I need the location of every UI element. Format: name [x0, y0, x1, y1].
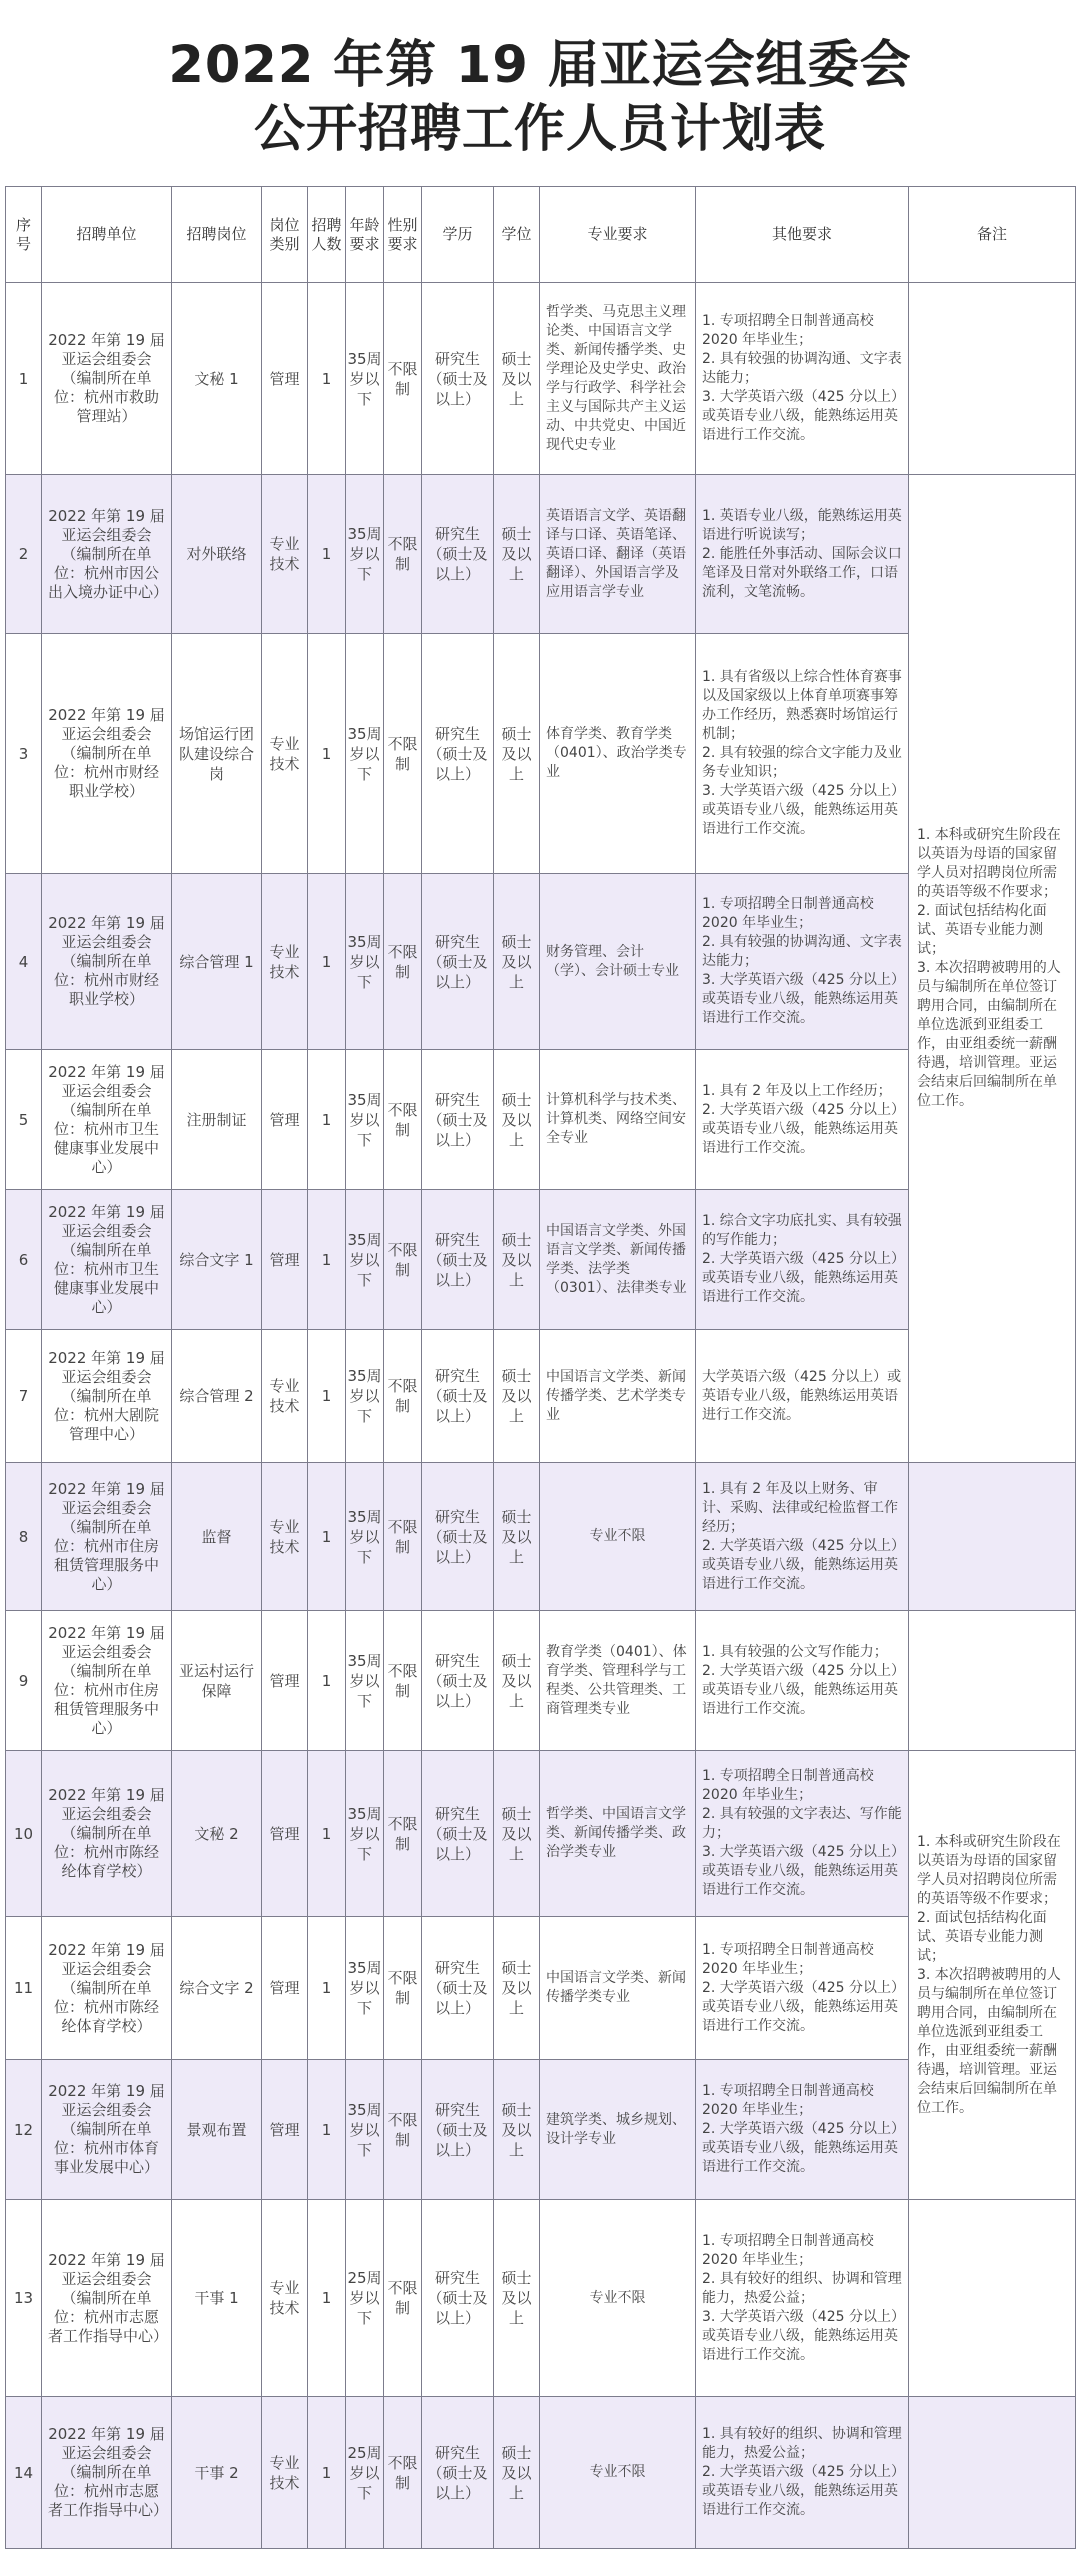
row-number: 10 [6, 1751, 42, 1917]
other-requirements: 大学英语六级（425 分以上）或英语专业八级，能熟练运用英语进行工作交流。 [696, 1330, 909, 1463]
education-requirement: 研究生（硕士及以上） [422, 1330, 494, 1463]
recruiting-unit: 2022 年第 19 届亚运会组委会（编制所在单位：杭州市体育事业发展中心） [42, 2060, 172, 2200]
page-title: 2022 年第 19 届亚运会组委会 [168, 36, 912, 95]
degree-requirement: 硕士及以上 [494, 1463, 540, 1611]
row-number: 5 [6, 1050, 42, 1190]
header-other: 其他要求 [696, 187, 909, 283]
position-category: 专业技术 [262, 2397, 308, 2549]
major-requirement: 英语语言文学、英语翻译与口译、英语笔译、英语口译、翻译（英语翻译）、外国语言学及应用语言学专业 [540, 475, 696, 634]
header-age: 年龄要求 [346, 187, 384, 283]
degree-requirement: 硕士及以上 [494, 634, 540, 874]
major-requirement: 中国语言文学类、新闻传播学类、艺术学类专业 [540, 1330, 696, 1463]
education-requirement: 研究生（硕士及以上） [422, 1190, 494, 1330]
major-requirement: 专业不限 [540, 2200, 696, 2397]
major-requirement: 体育学类、教育学类（0401）、政治学类专业 [540, 634, 696, 874]
headcount: 1 [308, 1190, 346, 1330]
other-requirements: 1. 专项招聘全日制普通高校 2020 年毕业生； 2. 具有较强的协调沟通、文字表达能力； 3. 大学英语六级（425 分以上）或英语专业八级，能熟练运用英语进行工作交流。 [696, 283, 909, 475]
other-requirements: 1. 具有 2 年及以上财务、审计、采购、法律或纪检监督工作经历； 2. 大学英语六级（425 分以上）或英语专业八级，能熟练运用英语进行工作交流。 [696, 1463, 909, 1611]
headcount: 1 [308, 2397, 346, 2549]
gender-requirement: 不限制 [384, 874, 422, 1050]
degree-requirement: 硕士及以上 [494, 1751, 540, 1917]
position-category: 管理 [262, 1611, 308, 1751]
age-requirement: 35周岁以下 [346, 1611, 384, 1751]
position-name: 综合文字 2 [172, 1917, 262, 2060]
headcount: 1 [308, 1463, 346, 1611]
gender-requirement: 不限制 [384, 283, 422, 475]
position-category: 专业技术 [262, 634, 308, 874]
education-requirement: 研究生（硕士及以上） [422, 2397, 494, 2549]
position-name: 文秘 2 [172, 1751, 262, 1917]
other-requirements: 1. 英语专业八级，能熟练运用英语进行听说读写； 2. 能胜任外事活动、国际会议口笔译及日常对外联络工作，口语流利，文笔流畅。 [696, 475, 909, 634]
recruiting-unit: 2022 年第 19 届亚运会组委会（编制所在单位：杭州市财经职业学校） [42, 634, 172, 874]
other-requirements: 1. 综合文字功底扎实、具有较强的写作能力； 2. 大学英语六级（425 分以上）或英语专业八级，能熟练运用英语进行工作交流。 [696, 1190, 909, 1330]
degree-requirement: 硕士及以上 [494, 1330, 540, 1463]
education-requirement: 研究生（硕士及以上） [422, 634, 494, 874]
degree-requirement: 硕士及以上 [494, 283, 540, 475]
gender-requirement: 不限制 [384, 2397, 422, 2549]
row-number: 12 [6, 2060, 42, 2200]
row-number: 14 [6, 2397, 42, 2549]
header-notes: 备注 [909, 187, 1076, 283]
position-name: 干事 2 [172, 2397, 262, 2549]
page-subtitle: 公开招聘工作人员计划表 [253, 100, 826, 159]
position-category: 专业技术 [262, 1463, 308, 1611]
degree-requirement: 硕士及以上 [494, 2397, 540, 2549]
headcount: 1 [308, 1050, 346, 1190]
education-requirement: 研究生（硕士及以上） [422, 874, 494, 1050]
gender-requirement: 不限制 [384, 1050, 422, 1190]
row-number: 4 [6, 874, 42, 1050]
position-name: 综合管理 2 [172, 1330, 262, 1463]
notes-empty [909, 1463, 1076, 1611]
major-requirement: 哲学类、中国语言文学类、新闻传播学类、政治学类专业 [540, 1751, 696, 1917]
gender-requirement: 不限制 [384, 1611, 422, 1751]
position-name: 景观布置 [172, 2060, 262, 2200]
recruiting-unit: 2022 年第 19 届亚运会组委会（编制所在单位：杭州市卫生健康事业发展中心） [42, 1050, 172, 1190]
position-category: 专业技术 [262, 475, 308, 634]
gender-requirement: 不限制 [384, 1917, 422, 2060]
header-unit: 招聘单位 [42, 187, 172, 283]
degree-requirement: 硕士及以上 [494, 874, 540, 1050]
notes-cell: 1. 本科或研究生阶段在以英语为母语的国家留学人员对招聘岗位所需的英语等级不作要求； 2. 面试包括结构化面试、英语专业能力测试； 3. 本次招聘被聘用的人员与编制所在单位签订聘用合同，由编制所在单位选派到亚组委工作，由亚组委统一薪酬待遇，培训管理。亚运会结束后回编制所在单位工作。 [909, 475, 1076, 1463]
education-requirement: 研究生（硕士及以上） [422, 1751, 494, 1917]
degree-requirement: 硕士及以上 [494, 1917, 540, 2060]
header-category: 岗位类别 [262, 187, 308, 283]
age-requirement: 35周岁以下 [346, 1330, 384, 1463]
headcount: 1 [308, 1751, 346, 1917]
major-requirement: 建筑学类、城乡规划、设计学专业 [540, 2060, 696, 2200]
education-requirement: 研究生（硕士及以上） [422, 1611, 494, 1751]
other-requirements: 1. 专项招聘全日制普通高校 2020 年毕业生； 2. 具有较强的协调沟通、文字表达能力； 3. 大学英语六级（425 分以上）或英语专业八级，能熟练运用英语进行工作交流。 [696, 874, 909, 1050]
header-degree: 学位 [494, 187, 540, 283]
header-count: 招聘人数 [308, 187, 346, 283]
position-name: 监督 [172, 1463, 262, 1611]
row-number: 11 [6, 1917, 42, 2060]
education-requirement: 研究生（硕士及以上） [422, 1050, 494, 1190]
gender-requirement: 不限制 [384, 2200, 422, 2397]
gender-requirement: 不限制 [384, 1190, 422, 1330]
position-name: 注册制证 [172, 1050, 262, 1190]
title-block [0, 0, 1080, 190]
age-requirement: 35周岁以下 [346, 1050, 384, 1190]
position-category: 专业技术 [262, 1330, 308, 1463]
headcount: 1 [308, 2200, 346, 2397]
recruiting-unit: 2022 年第 19 届亚运会组委会（编制所在单位：杭州市志愿者工作指导中心） [42, 2397, 172, 2549]
position-name: 场馆运行团队建设综合岗 [172, 634, 262, 874]
degree-requirement: 硕士及以上 [494, 2200, 540, 2397]
age-requirement: 35周岁以下 [346, 283, 384, 475]
table-row [6, 283, 1076, 475]
headcount: 1 [308, 1330, 346, 1463]
recruiting-unit: 2022 年第 19 届亚运会组委会（编制所在单位：杭州市卫生健康事业发展中心） [42, 1190, 172, 1330]
degree-requirement: 硕士及以上 [494, 475, 540, 634]
age-requirement: 35周岁以下 [346, 475, 384, 634]
major-requirement: 中国语言文学类、外国语言文学类、新闻传播学类、法学类（0301）、法律类专业 [540, 1190, 696, 1330]
age-requirement: 25周岁以下 [346, 2200, 384, 2397]
position-name: 对外联络 [172, 475, 262, 634]
header-major: 专业要求 [540, 187, 696, 283]
other-requirements: 1. 具有 2 年及以上工作经历； 2. 大学英语六级（425 分以上）或英语专业八级，能熟练运用英语进行工作交流。 [696, 1050, 909, 1190]
recruiting-unit: 2022 年第 19 届亚运会组委会（编制所在单位：杭州市救助管理站） [42, 283, 172, 475]
major-requirement: 财务管理、会计（学）、会计硕士专业 [540, 874, 696, 1050]
position-category: 管理 [262, 1751, 308, 1917]
degree-requirement: 硕士及以上 [494, 1050, 540, 1190]
header-education: 学历 [422, 187, 494, 283]
other-requirements: 1. 专项招聘全日制普通高校 2020 年毕业生； 2. 具有较好的组织、协调和管理能力，热爱公益； 3. 大学英语六级（425 分以上）或英语专业八级，能熟练运用英语进行工作交流。 [696, 2200, 909, 2397]
age-requirement: 25周岁以下 [346, 2397, 384, 2549]
row-number: 6 [6, 1190, 42, 1330]
table-row [6, 2200, 1076, 2397]
major-requirement: 专业不限 [540, 2397, 696, 2549]
major-requirement: 计算机科学与技术类、计算机类、网络空间安全专业 [540, 1050, 696, 1190]
position-name: 综合管理 1 [172, 874, 262, 1050]
table-row [6, 1611, 1076, 1751]
row-number: 2 [6, 475, 42, 634]
notes-cell: 1. 本科或研究生阶段在以英语为母语的国家留学人员对招聘岗位所需的英语等级不作要求； 2. 面试包括结构化面试、英语专业能力测试； 3. 本次招聘被聘用的人员与编制所在单位签订聘用合同，由编制所在单位选派到亚组委工作，由亚组委统一薪酬待遇，培训管理。亚运会结束后回编制所在单位工作。 [909, 1751, 1076, 2200]
table-row [6, 475, 1076, 634]
other-requirements: 1. 专项招聘全日制普通高校 2020 年毕业生； 2. 具有较强的文字表达、写作能力； 3. 大学英语六级（425 分以上）或英语专业八级，能熟练运用英语进行工作交流。 [696, 1751, 909, 1917]
age-requirement: 35周岁以下 [346, 1751, 384, 1917]
row-number: 7 [6, 1330, 42, 1463]
age-requirement: 35周岁以下 [346, 1190, 384, 1330]
table-row [6, 1751, 1076, 1917]
headcount: 1 [308, 634, 346, 874]
age-requirement: 35周岁以下 [346, 1463, 384, 1611]
degree-requirement: 硕士及以上 [494, 1611, 540, 1751]
position-name: 综合文字 1 [172, 1190, 262, 1330]
other-requirements: 1. 专项招聘全日制普通高校 2020 年毕业生； 2. 大学英语六级（425 分以上）或英语专业八级，能熟练运用英语进行工作交流。 [696, 2060, 909, 2200]
headcount: 1 [308, 874, 346, 1050]
position-category: 专业技术 [262, 874, 308, 1050]
age-requirement: 35周岁以下 [346, 2060, 384, 2200]
education-requirement: 研究生（硕士及以上） [422, 2200, 494, 2397]
gender-requirement: 不限制 [384, 1330, 422, 1463]
position-name: 干事 1 [172, 2200, 262, 2397]
position-name: 亚运村运行保障 [172, 1611, 262, 1751]
recruiting-unit: 2022 年第 19 届亚运会组委会（编制所在单位：杭州市志愿者工作指导中心） [42, 2200, 172, 2397]
major-requirement: 中国语言文学类、新闻传播学类专业 [540, 1917, 696, 2060]
header-row [6, 187, 1076, 283]
notes-empty [909, 283, 1076, 475]
major-requirement: 教育学类（0401）、体育学类、管理科学与工程类、公共管理类、工商管理类专业 [540, 1611, 696, 1751]
recruiting-unit: 2022 年第 19 届亚运会组委会（编制所在单位：杭州市住房租赁管理服务中心） [42, 1611, 172, 1751]
position-name: 文秘 1 [172, 283, 262, 475]
recruiting-unit: 2022 年第 19 届亚运会组委会（编制所在单位：杭州市陈经纶体育学校） [42, 1917, 172, 2060]
position-category: 管理 [262, 2060, 308, 2200]
headcount: 1 [308, 1611, 346, 1751]
education-requirement: 研究生（硕士及以上） [422, 1463, 494, 1611]
other-requirements: 1. 具有省级以上综合性体育赛事以及国家级以上体育单项赛事筹办工作经历，熟悉赛时场馆运行机制； 2. 具有较强的综合文字能力及业务专业知识； 3. 大学英语六级（425 分以上）或英语专业八级，能熟练运用英语进行工作交流。 [696, 634, 909, 874]
recruiting-unit: 2022 年第 19 届亚运会组委会（编制所在单位：杭州市住房租赁管理服务中心） [42, 1463, 172, 1611]
age-requirement: 35周岁以下 [346, 874, 384, 1050]
recruiting-unit: 2022 年第 19 届亚运会组委会（编制所在单位：杭州市陈经纶体育学校） [42, 1751, 172, 1917]
position-category: 管理 [262, 1050, 308, 1190]
other-requirements: 1. 专项招聘全日制普通高校 2020 年毕业生； 2. 大学英语六级（425 分以上）或英语专业八级，能熟练运用英语进行工作交流。 [696, 1917, 909, 2060]
education-requirement: 研究生（硕士及以上） [422, 475, 494, 634]
table-row [6, 2397, 1076, 2549]
headcount: 1 [308, 2060, 346, 2200]
gender-requirement: 不限制 [384, 634, 422, 874]
recruiting-unit: 2022 年第 19 届亚运会组委会（编制所在单位：杭州市因公出入境办证中心） [42, 475, 172, 634]
table-row [6, 1463, 1076, 1611]
recruitment-table-wrapper [5, 186, 1075, 2519]
gender-requirement: 不限制 [384, 475, 422, 634]
age-requirement: 35周岁以下 [346, 1917, 384, 2060]
gender-requirement: 不限制 [384, 1751, 422, 1917]
major-requirement: 哲学类、马克思主义理论类、中国语言文学类、新闻传播学类、史学理论及史学史、政治学与行政学、科学社会主义与国际共产主义运动、中共党史、中国近现代史专业 [540, 283, 696, 475]
row-number: 9 [6, 1611, 42, 1751]
major-requirement: 专业不限 [540, 1463, 696, 1611]
headcount: 1 [308, 475, 346, 634]
education-requirement: 研究生（硕士及以上） [422, 2060, 494, 2200]
gender-requirement: 不限制 [384, 1463, 422, 1611]
row-number: 13 [6, 2200, 42, 2397]
row-number: 8 [6, 1463, 42, 1611]
row-number: 1 [6, 283, 42, 475]
headcount: 1 [308, 283, 346, 475]
notes-empty [909, 1611, 1076, 1751]
row-number: 3 [6, 634, 42, 874]
headcount: 1 [308, 1917, 346, 2060]
education-requirement: 研究生（硕士及以上） [422, 1917, 494, 2060]
notes-empty [909, 2397, 1076, 2549]
header-no: 序号 [6, 187, 42, 283]
recruiting-unit: 2022 年第 19 届亚运会组委会（编制所在单位：杭州市财经职业学校） [42, 874, 172, 1050]
other-requirements: 1. 具有较好的组织、协调和管理能力，热爱公益； 2. 大学英语六级（425 分以上）或英语专业八级，能熟练运用英语进行工作交流。 [696, 2397, 909, 2549]
position-category: 专业技术 [262, 2200, 308, 2397]
position-category: 管理 [262, 1917, 308, 2060]
degree-requirement: 硕士及以上 [494, 2060, 540, 2200]
other-requirements: 1. 具有较强的公文写作能力； 2. 大学英语六级（425 分以上）或英语专业八级，能熟练运用英语进行工作交流。 [696, 1611, 909, 1751]
age-requirement: 35周岁以下 [346, 634, 384, 874]
header-post: 招聘岗位 [172, 187, 262, 283]
position-category: 管理 [262, 283, 308, 475]
notes-empty [909, 2200, 1076, 2397]
degree-requirement: 硕士及以上 [494, 1190, 540, 1330]
header-gender: 性别要求 [384, 187, 422, 283]
table-body [6, 283, 1076, 2549]
education-requirement: 研究生（硕士及以上） [422, 283, 494, 475]
recruitment-table [5, 186, 1076, 2549]
position-category: 管理 [262, 1190, 308, 1330]
gender-requirement: 不限制 [384, 2060, 422, 2200]
recruiting-unit: 2022 年第 19 届亚运会组委会（编制所在单位：杭州大剧院管理中心） [42, 1330, 172, 1463]
